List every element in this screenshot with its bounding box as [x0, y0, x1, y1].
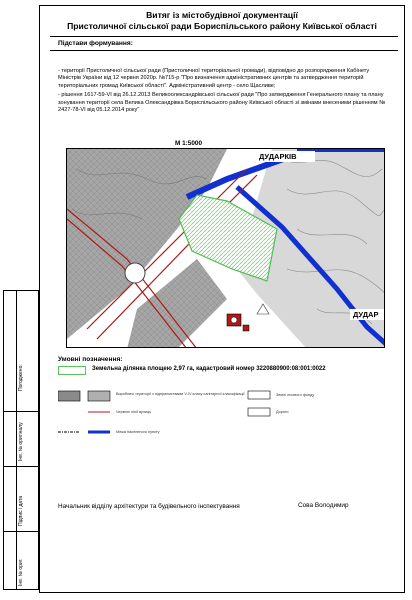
stamp-inv-no: Інв. № оригіналу [18, 422, 24, 461]
signatory-name: Сова Володимир [298, 502, 349, 509]
map-label-dudar: ДУДАР [353, 310, 379, 319]
map-label-dudarkiv: ДУДАРКІВ [259, 152, 297, 161]
map-scale: М 1:5000 [175, 140, 202, 147]
divider [50, 50, 398, 51]
signatory-position: Начальник відділу архітектури та будівельного інспектування [58, 503, 240, 510]
title-line-2: Пристоличної сільської ради Бориспільського району Київської області [67, 21, 377, 31]
basis-text [58, 68, 388, 116]
stamp-agreed: Погоджено: [18, 364, 24, 391]
title-line-1: Витяг із містобудівної документації [146, 10, 298, 20]
legend-grid [58, 388, 398, 453]
stamp-row-line [4, 531, 38, 532]
cadastral-map [66, 148, 385, 348]
legend-symbols [58, 388, 398, 448]
legend-item-roads: Дороги [276, 410, 289, 414]
divider [50, 36, 398, 37]
stamp-row-line [4, 466, 38, 467]
basis-paragraph-1: - території Пристоличної сільської ради (Пристоличної територіальної громади), відповідно до розпорядження Кабінету Міністрів України від 12 червня 2020р. №715-р "Про визначення адміністративних центрів та затвердження територій територіальних громад Київської області". Адміністративний центр - село Щасливе; [58, 68, 370, 89]
document-title [40, 10, 404, 32]
legend-item-red-lines: Червоні лінії вулиць [116, 410, 152, 414]
legend-item-production: Виробничі території з підприємствами V-IV класу санітарної класифікації [116, 392, 245, 396]
parcel-swatch [58, 366, 86, 375]
side-stamp [3, 290, 39, 590]
legend-item-forest: Землі лісового фонду [276, 393, 315, 397]
basis-label: Підстави формування: [58, 40, 133, 47]
stamp-row-line [4, 411, 38, 412]
legend-title: Умовні позначення: [58, 356, 123, 363]
map-drawing [67, 149, 385, 348]
stamp-inv-orig: Інв. № ориг. [18, 558, 24, 586]
stamp-column-line [16, 291, 17, 589]
parcel-description: Земельна ділянка площею 2,97 га, кадастровий номер 3220880900:08:001:0022 [92, 366, 326, 372]
stamp-sign-date: Підпис і дата [18, 495, 24, 526]
legend-item-boundary: Межа населеного пункту [116, 430, 160, 434]
basis-paragraph-2: - рішення 1617-59-VI від 26.12.2013 Великоолександрівської сільської ради "Про затвердження Генерального плану та плану зонування території села Велика Олександрівка Бориспільського району Київської області зі змінами внесеними рішенням № 2427-78-VI від 05.12.2014 року" [58, 92, 386, 114]
